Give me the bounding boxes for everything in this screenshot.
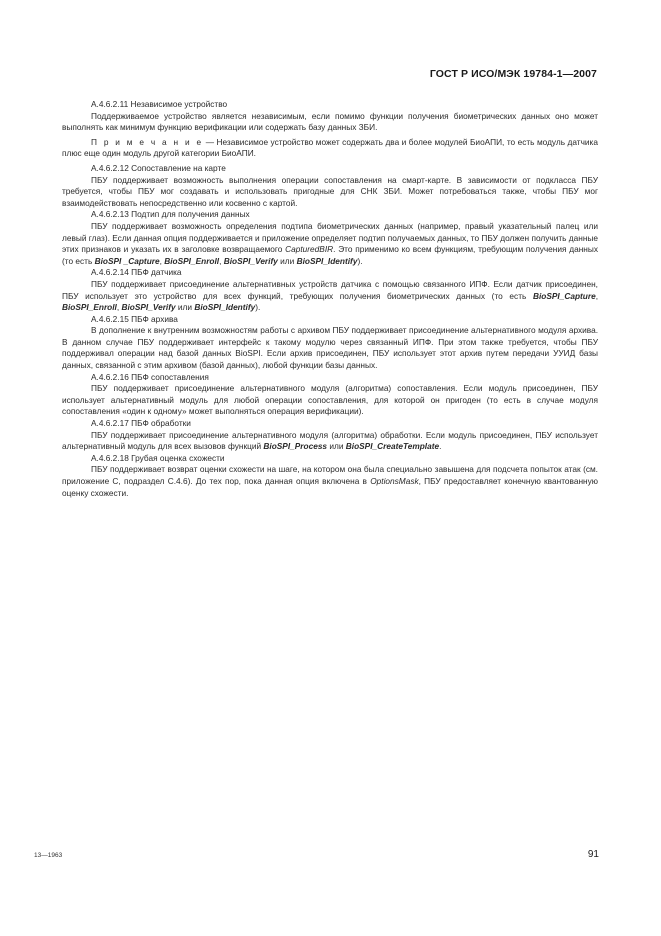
- function-name: BioSPI_Enroll: [164, 255, 220, 266]
- note-paragraph: [62, 137, 598, 160]
- function-name: BioSPI_CreateTemplate: [345, 441, 440, 452]
- section-heading: А.4.6.2.18 Грубая оценка схожести: [91, 452, 225, 463]
- paragraph: [62, 430, 598, 453]
- section-heading: А.4.6.2.17 ПБФ обработки: [91, 418, 191, 429]
- paragraph: [62, 464, 598, 499]
- term-options-mask: OptionsMask: [370, 476, 419, 486]
- note-label: П р и м е ч а н и е: [91, 136, 204, 147]
- print-code: 13—1963: [34, 852, 63, 859]
- paragraph: [62, 221, 598, 267]
- text-run: или: [277, 255, 297, 266]
- document-header: ГОСТ Р ИСО/МЭК 19784-1—2007: [429, 68, 597, 80]
- text-run: ПБУ поддерживает возврат оценки схожести на шаге, на котором она была специально завышена для подсчета попыток атак (см. приложение С, подраздел С.4.6). До тех пор, пока данная опция включена в: [62, 464, 598, 486]
- page-number: 91: [587, 849, 599, 860]
- function-name: BioSPI_Process: [263, 441, 328, 452]
- text-run: ПБУ поддерживает возможность определения подтипа биометрических данных (например, правый указательный палец или левый глаз). Если данная опция поддерживается и приложение определяет подтип получаемых данных, то ПБУ должен получить данные этих признаков и указать их в заголовке возвращаемого: [62, 220, 598, 255]
- text-run: ,: [116, 302, 122, 313]
- section-heading: А.4.6.2.12 Сопоставление на карте: [91, 162, 226, 173]
- function-name: BioSPI_Identify: [296, 255, 358, 266]
- text-run: ПБУ поддерживает присоединение альтернативных устройств датчика с помощью связанного ИПФ. Если датчик присоединен, ПБУ использует это устройство для всех функций, требующих получения биометрических данных (то есть: [62, 278, 598, 301]
- text-run: .: [439, 441, 442, 452]
- function-name: BioSPI _Capture: [94, 255, 160, 266]
- function-name: BioSPI_Capture: [532, 290, 596, 301]
- function-name: BioSPI_Identify: [194, 302, 256, 313]
- paragraph: ПБУ поддерживает возможность выполнения операции сопоставления на смарт-карте. В зависимости от подкласса ПБУ требуется, чтобы ПБУ мог создавать и использовать пригодные для СНК ЗБИ. Может потребоваться также, чтобы ПБУ мог взаимодействовать непосредственно или косвенно с картой.: [62, 174, 598, 208]
- text-run: ).: [357, 255, 363, 266]
- text-run: или: [175, 302, 195, 313]
- text-run: ПБУ поддерживает присоединение альтернативного модуля (алгоритма) обработки. Если модуль присоединен, ПБУ использует альтернативный модуль для всех вызовов функций: [62, 429, 598, 452]
- paragraph: В дополнение к внутренним возможностям работы с архивом ПБУ поддерживает присоединение альтернативного модуля архива. В данном случае ПБУ поддерживает интерфейс к такому модулю через связанный ИПФ. При этом также требуется, чтобы ПБУ поддерживал операции над базой данных BioSPI. Если архив присоединен, ПБУ использует этот архив путем передачи УУИД базы данных, связанной с этим архивом (базой данных), любой функции базы данных.: [62, 325, 598, 371]
- paragraph: ПБУ поддерживает присоединение альтернативного модуля (алгоритма) сопоставления. Если модуль присоединен, ПБУ использует альтернативный модуль для любой операции сопоставления, для которой он пригоден (то есть в случае модуля сопоставления «один к одному» может выполняться операция верификации).: [62, 383, 598, 417]
- text-run: ,: [159, 255, 165, 266]
- paragraph: Поддерживаемое устройство является независимым, если помимо функции получения биометрических данных оно может выполнять как минимум функцию верификации или содержать базу данных ЗБИ.: [62, 110, 598, 133]
- section-heading: А.4.6.2.13 Подтип для получения данных: [91, 209, 250, 220]
- text-run: ,: [219, 255, 224, 266]
- text-run: . Это применимо ко всем функциям, требующим получения данных (то есть: [62, 244, 599, 266]
- paragraph: [62, 279, 598, 314]
- note-text: — Независимое устройство может содержать два и более модулей БиоАПИ, то есть модуль датчика плюс еще один модуль другой категории БиоАПИ.: [62, 136, 598, 159]
- text-run: ).: [255, 302, 261, 313]
- text-run: , ПБУ предоставляет конечную квантованную оценку схожести.: [62, 476, 598, 498]
- section-heading: А.4.6.2.15 ПБФ архива: [91, 313, 178, 324]
- section-heading: А.4.6.2.14 ПБФ датчика: [91, 267, 182, 278]
- section-heading: А.4.6.2.16 ПБФ сопоставления: [91, 371, 209, 382]
- text-run: или: [327, 441, 346, 452]
- term-captured-bir: CapturedBIR: [285, 244, 334, 255]
- function-name: BioSPI_Verify: [223, 255, 278, 266]
- section-heading: А.4.6.2.11 Независимое устройство: [91, 99, 228, 109]
- function-name: BioSPI_Verify: [121, 302, 176, 313]
- text-run: ,: [595, 290, 598, 301]
- page-content: [62, 99, 598, 499]
- function-name: BioSPI_Enroll: [62, 302, 117, 313]
